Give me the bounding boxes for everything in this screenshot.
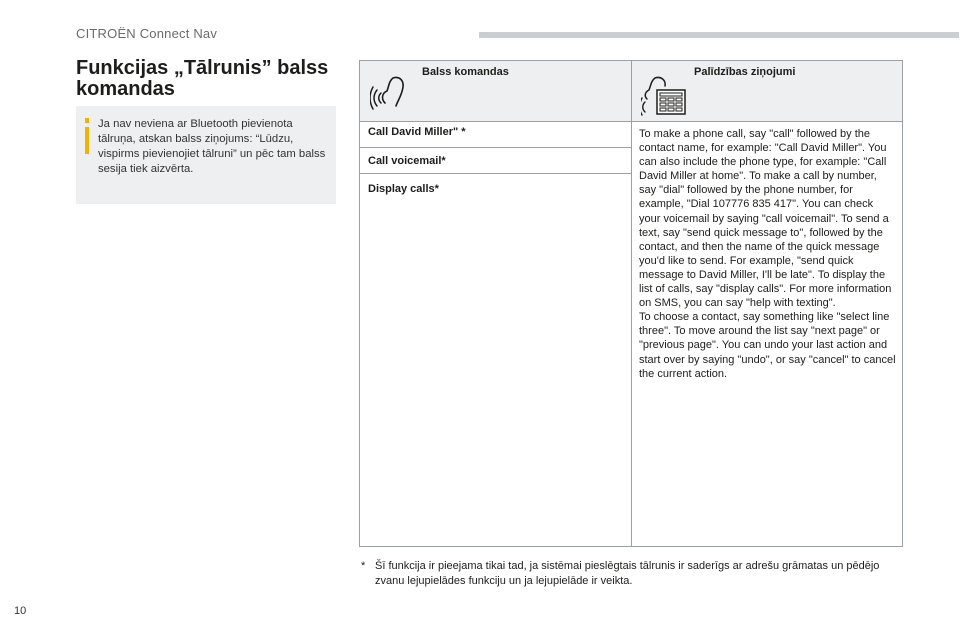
section-title: Funkcijas „Tālrunis” balss komandas [76,57,329,100]
column-divider [631,61,632,546]
row-divider [360,173,632,174]
column-header-commands: Balss komandas [422,66,509,78]
footnote-text: Šī funkcija ir pieejama tikai tad, ja sistēmai pieslēgtais tālrunis ir saderīgs ar adrešu grāmatas un pēdējo zvanu lejupielādes funkciju un ja lejupielāde ir veikta. [375,560,880,587]
info-icon [85,118,89,154]
command-display-calls: Display calls* [368,183,439,195]
info-box [76,106,336,204]
footnote-marker: * [361,560,366,572]
command-call-voicemail: Call voicemail* [368,155,446,167]
header-bar [479,32,959,38]
voice-command-icon [370,74,406,110]
footnote [361,559,909,589]
header-title: CITROËN Connect Nav [76,26,218,41]
info-text: Ja nav neviena ar Bluetooth pievienota tālruņa, atskan balss ziņojums: “Lūdzu, vispirms pievienojiet tālruni” un pēc tam balss sesija tiek aizvērta. [98,118,326,175]
voice-commands-table [359,60,903,547]
column-header-help: Palīdzības ziņojumi [694,66,796,78]
help-message-text: To make a phone call, say "call" followed by the contact name, for example: "Call David Miller". You can also include the phone type, for example: "Call David Miller at home". To make a call by number, say "dial" followed by the phone number, for example, "Dial 107776 835 417". You can check your voicemail by saying "call voicemail". To send a text, say "send quick message to", followed by the contact, and then the name of the quick message you'd like to send. For example, "send quick message to David Miller, I'll be late". To display the list of calls, say "display calls". For more information on SMS, you can say "help with texting". To choose a contact, say something like "select line three". To move around the list say "next page" or "previous page". You can undo your last action and start over by saying "undo", or say "cancel" to cancel the current action. [639,128,896,380]
command-call-contact: Call David Miller" * [368,126,466,138]
help-message-icon [641,74,687,116]
row-divider [360,147,632,148]
page-number: 10 [14,605,27,617]
